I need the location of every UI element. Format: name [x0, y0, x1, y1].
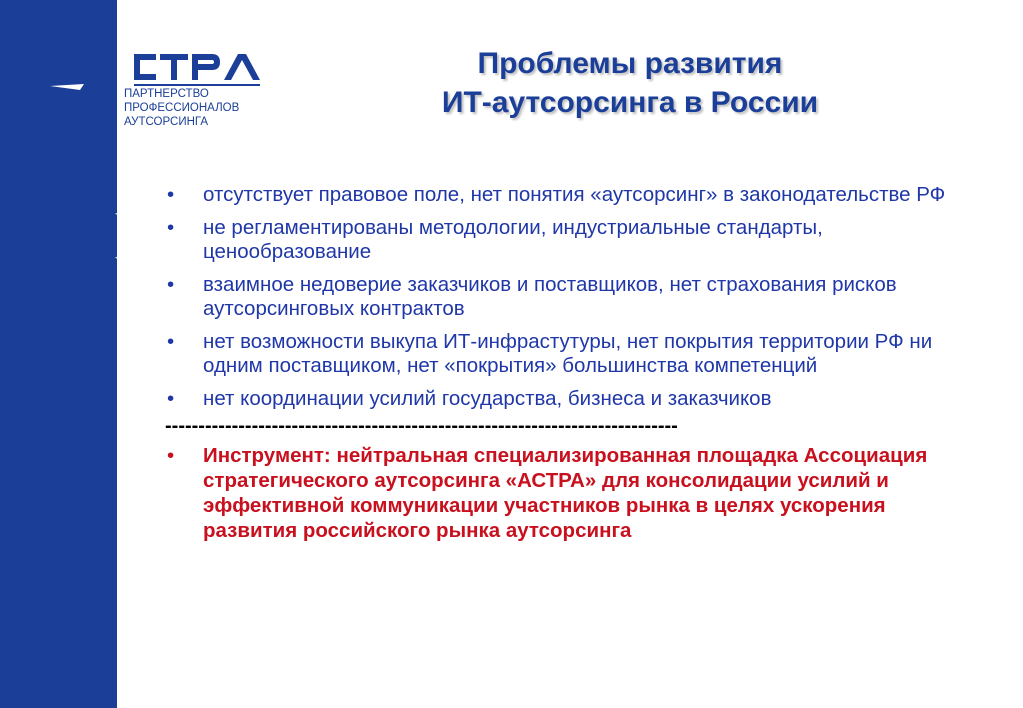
slide-content	[165, 183, 985, 543]
bullet-icon: •	[167, 444, 175, 467]
bullet-icon: •	[167, 273, 175, 296]
list-item	[165, 216, 985, 264]
logo-subtitle	[124, 87, 239, 129]
logo-subtitle-line: ПАРТНЕРСТВО	[124, 88, 209, 100]
slide-title	[290, 44, 970, 122]
logo-subtitle-line: АУТСОРСИНГА	[124, 116, 209, 128]
problems-list	[165, 183, 985, 411]
bullet-icon: •	[167, 183, 175, 206]
logo-subtitle-line: ПРОФЕССИОНАЛОВ	[124, 102, 240, 114]
list-item	[165, 330, 985, 378]
list-item	[165, 183, 985, 207]
logo-wordmark	[134, 54, 260, 80]
dashed-divider: -----------------------------------------------------------------------------	[165, 417, 678, 435]
list-item	[165, 387, 985, 411]
title-line-1: Проблемы развития	[477, 47, 783, 80]
website-url: www.astra-partners.ru	[112, 165, 127, 309]
list-item-text: не регламентированы методологии, индустриальные стандарты, ценообразование	[203, 216, 823, 263]
title-line-2: ИТ-аутсорсинга в России	[441, 86, 819, 119]
bullet-icon: •	[167, 330, 175, 353]
list-item-text: нет координации усилий государства, бизнеса и заказчиков	[203, 387, 772, 410]
bullet-icon: •	[167, 387, 175, 410]
list-item-text: нет возможности выкупа ИТ-инфрастутуры, нет покрытия территории РФ ни одним поставщиком, нет «покрытия» большинства компетенций	[203, 330, 933, 377]
bullet-icon: •	[167, 216, 175, 239]
list-item-text: отсутствует правовое поле, нет понятия «аутсорсинг» в законодательстве РФ	[203, 183, 946, 206]
instrument-item	[165, 443, 985, 543]
list-item-text: взаимное недоверие заказчиков и поставщиков, нет страхования рисков аутсорсинговых контрактов	[203, 273, 897, 320]
list-item	[165, 273, 985, 321]
instrument-text: Инструмент: нейтральная специализированная площадка Ассоциация стратегического аутсорсинга «АСТРА» для консолидации усилий и эффективной коммуникации участников рынка в целях ускорения развития российского рынка аутсорсинга	[203, 444, 928, 542]
